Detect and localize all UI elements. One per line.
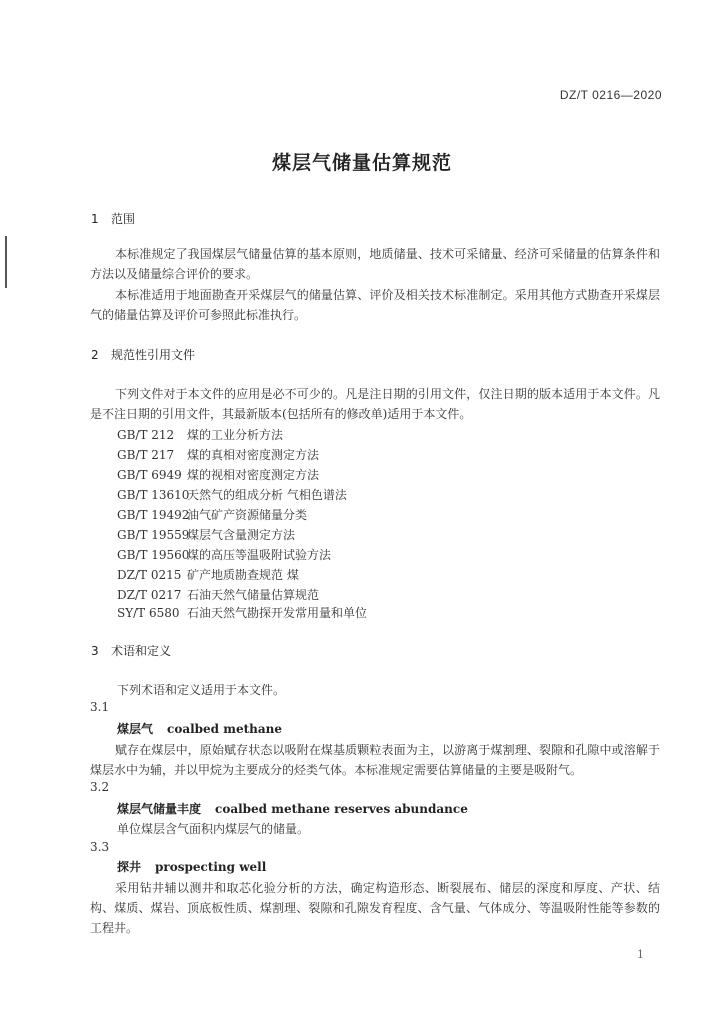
section-2-heading: 2 规范性引用文件 <box>91 348 196 362</box>
section-1-para-2: 本标准适用于地面勘查开采煤层气的储量估算、评价及相关技术标准制定。采用其他方式勘查开采煤层气的储量估算及评价可参照此标准执行。 <box>90 288 660 322</box>
term-number: 3.2 <box>90 780 110 794</box>
term-definition: 单位煤层含气面积内煤层气的储量。 <box>117 822 310 836</box>
term-definition: 采用钻井辅以测井和取芯化验分析的方法，确定构造形态、断裂展布、储层的深度和厚度、产状、结构、煤质、煤岩、顶底板性质、煤割理、裂隙和孔隙发育程度、含气量、气体成分、等温吸附性能等参数的工程井。 <box>90 881 660 935</box>
reference-item: GB/T 19492油气矿产资源储量分类 <box>117 508 308 522</box>
reference-item: GB/T 19560煤的高压等温吸附试验方法 <box>117 548 332 562</box>
reference-item: GB/T 6949 煤的视相对密度测定方法 <box>117 468 320 482</box>
term-heading: 探井 prospecting well <box>117 860 267 874</box>
binding-mark <box>5 236 7 288</box>
section-3-intro: 下列术语和定义适用于本文件。 <box>117 683 286 697</box>
section-1-para-1: 本标准规定了我国煤层气储量估算的基本原则，地质储量、技术可采储量、经济可采储量的估算条件和方法以及储量综合评价的要求。 <box>90 247 660 281</box>
reference-item: SY/T 6580 石油天然气勘探开发常用量和单位 <box>117 606 368 620</box>
reference-item: GB/T 19559煤层气含量测定方法 <box>117 528 296 542</box>
section-1-heading: 1 范围 <box>91 212 136 226</box>
document-title: 煤层气储量估算规范 <box>271 152 452 174</box>
term-heading: 煤层气 coalbed methane <box>117 722 282 736</box>
reference-item: GB/T 13610天然气的组成分析 气相色谱法 <box>117 488 347 502</box>
term-heading: 煤层气储量丰度 coalbed methane reserves abundance <box>117 802 468 816</box>
page-number: 1 <box>637 948 644 961</box>
standard-number: DZ/T 0216—2020 <box>559 88 662 102</box>
reference-item: DZ/T 0217 石油天然气储量估算规范 <box>117 588 320 602</box>
section-2-para-1: 下列文件对于本文件的应用是必不可少的。凡是注日期的引用文件，仅注日期的版本适用于本文件。凡是不注日期的引用文件，其最新版本(包括所有的修改单)适用于本文件。 <box>90 387 660 421</box>
reference-item: GB/T 217 煤的真相对密度测定方法 <box>117 448 320 462</box>
reference-item: DZ/T 0215 矿产地质勘查规范 煤 <box>117 568 299 582</box>
term-number: 3.1 <box>90 700 110 714</box>
term-number: 3.3 <box>90 840 110 854</box>
term-definition: 赋存在煤层中，原始赋存状态以吸附在煤基质颗粒表面为主，以游离于煤割理、裂隙和孔隙中或溶解于煤层水中为辅，并以甲烷为主要成分的烃类气体。本标准规定需要估算储量的主要是吸附气。 <box>90 743 660 777</box>
reference-item: GB/T 212 煤的工业分析方法 <box>117 428 284 442</box>
section-3-heading: 3 术语和定义 <box>91 644 172 658</box>
